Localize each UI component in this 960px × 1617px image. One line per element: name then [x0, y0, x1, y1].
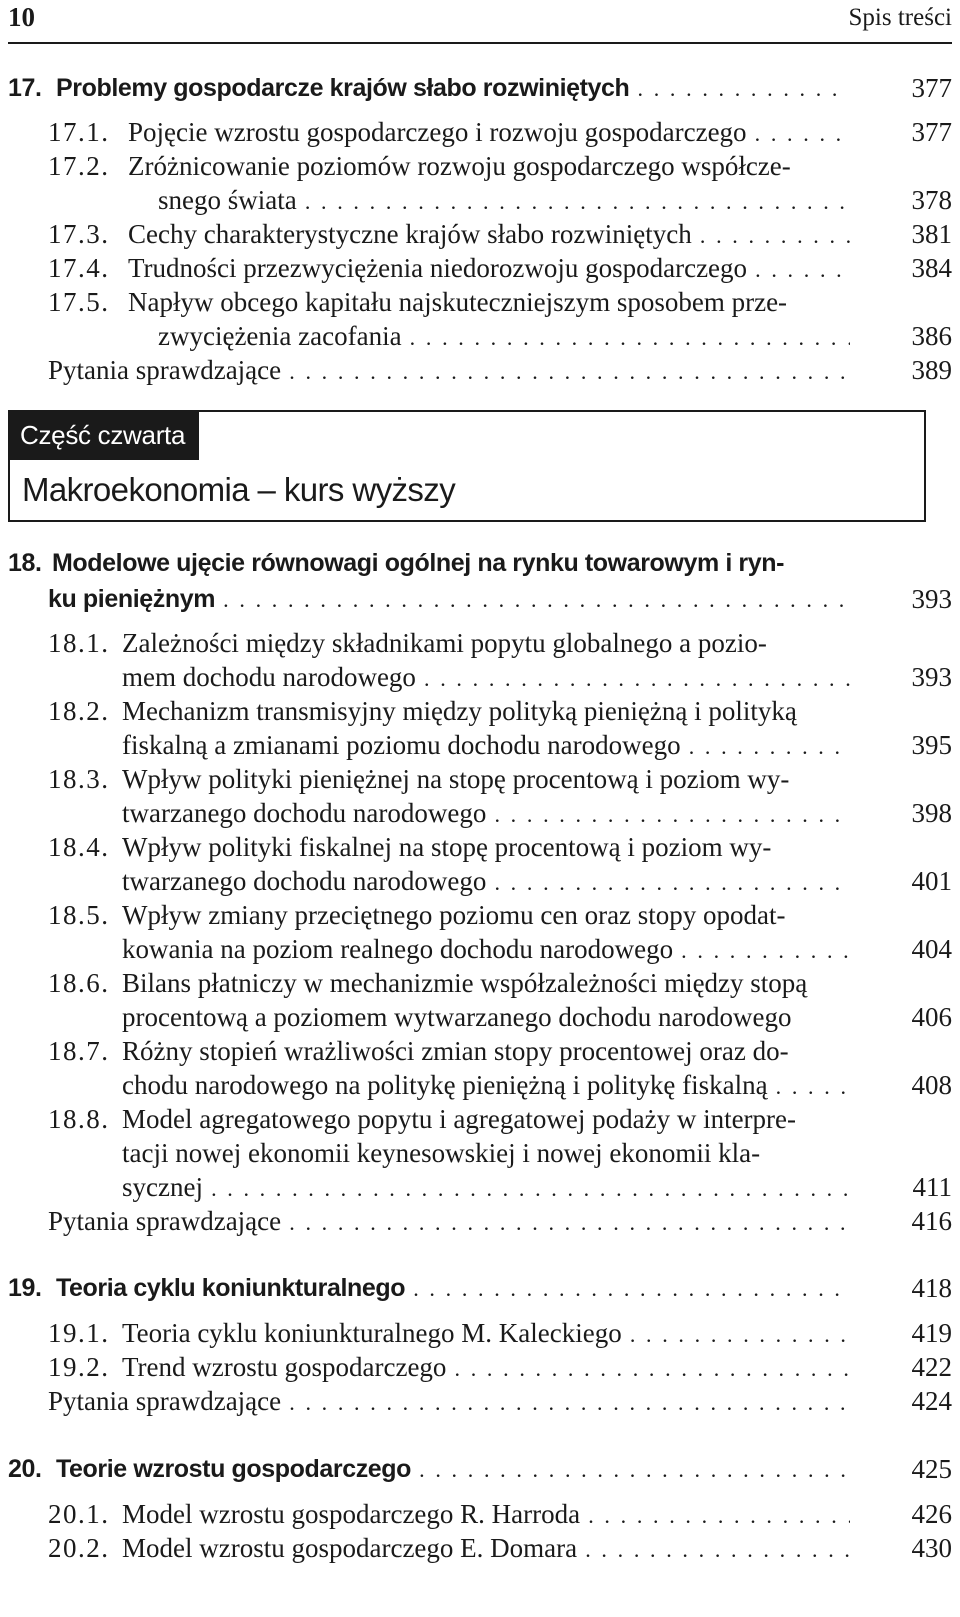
page-ref: 398 [911, 798, 952, 828]
chapter-title: Modelowe ujęcie równowagi ogólnej na rynku towarowym i ryn- [52, 549, 785, 577]
page-ref: 389 [911, 355, 952, 385]
toc-review-questions-19[interactable] [0, 1383, 960, 1419]
section-number: 18.4. [48, 832, 110, 862]
toc-chapter-20[interactable] [0, 1451, 960, 1487]
page-ref: 424 [911, 1386, 952, 1416]
section-title: Cechy charakterystyczne krajów słabo rozwiniętych . . . [128, 216, 850, 254]
toc-section-17-4[interactable] [0, 250, 960, 286]
toc-section-18-7-cont[interactable] [0, 1067, 960, 1103]
toc-section-19-1[interactable] [0, 1315, 960, 1351]
section-title: Napływ obcego kapitału najskuteczniejszym sposobem prze- [128, 287, 788, 317]
section-title: Zróżnicowanie poziomów rozwoju gospodarczego współcze- [128, 151, 791, 181]
section-number: 18.5. [48, 900, 110, 930]
section-title: Wpływ zmiany przeciętnego poziomu cen oraz stopy opodat- [122, 900, 786, 930]
toc-section-18-8[interactable] [0, 1101, 960, 1137]
section-number: 17.2. [48, 151, 110, 181]
section-title-continued: tacji nowej ekonomii keynesowskiej i nowej ekonomii kla- [122, 1138, 761, 1168]
toc-review-questions-17[interactable] [0, 352, 960, 388]
section-title: Teoria cyklu koniunkturalnego M. Kaleckiego . . . [122, 1315, 850, 1353]
section-number: 18.8. [48, 1104, 110, 1134]
toc-section-18-6-cont[interactable] [0, 999, 960, 1035]
section-title: Trudności przezwyciężenia niedorozwoju gospodarczego . . . [128, 250, 850, 288]
page-ref: 422 [911, 1352, 952, 1382]
section-title: Bilans płatniczy w mechanizmie współzależności między stopą [122, 968, 808, 998]
section-title-continued: sycznej . . . [122, 1169, 850, 1207]
page-number: 10 [8, 2, 35, 32]
section-number: 17.5. [48, 287, 110, 317]
toc-section-17-1[interactable] [0, 114, 960, 150]
section-number: 18.1. [48, 628, 110, 658]
toc-section-18-4-cont[interactable] [0, 863, 960, 899]
section-title-continued: mem dochodu narodowego . . . [122, 659, 850, 697]
chapter-number: 20. [8, 1455, 42, 1483]
section-number: 19.2. [48, 1352, 110, 1382]
page-ref: 406 [911, 1002, 952, 1032]
section-title-continued: procentową a poziomem wytwarzanego dochodu narodowego [122, 1002, 792, 1032]
page-ref: 408 [911, 1070, 952, 1100]
chapter-title: Teorie wzrostu gospodarczego . . . [56, 1451, 850, 1488]
page-ref: 386 [911, 321, 952, 351]
section-number: 18.3. [48, 764, 110, 794]
section-title: Mechanizm transmisyjny między polityką pieniężną i polityką [122, 696, 797, 726]
section-title: Model wzrostu gospodarczego E. Domara . . . [122, 1530, 850, 1568]
page-ref: 411 [912, 1172, 952, 1202]
review-questions-title: Pytania sprawdzające . . . [48, 1203, 850, 1241]
page-ref: 430 [911, 1533, 952, 1563]
toc-section-18-3-cont[interactable] [0, 795, 960, 831]
review-questions-title: Pytania sprawdzające . . . [48, 352, 850, 390]
chapter-title: Problemy gospodarcze krajów słabo rozwiniętych . . . [56, 70, 842, 107]
toc-section-18-1[interactable] [0, 625, 960, 661]
toc-review-questions-18[interactable] [0, 1203, 960, 1239]
page-ref: 377 [911, 73, 952, 103]
page-ref: 377 [911, 117, 952, 147]
section-title-continued: fiskalną a zmianami poziomu dochodu narodowego . . . [122, 727, 850, 765]
section-number: 17.4. [48, 253, 110, 283]
section-number: 20.1. [48, 1499, 110, 1529]
toc-section-18-5[interactable] [0, 897, 960, 933]
page-ref: 401 [911, 866, 952, 896]
section-title: Wpływ polityki fiskalnej na stopę procentową i poziom wy- [122, 832, 772, 862]
section-number: 20.2. [48, 1533, 110, 1563]
toc-chapter-19[interactable] [0, 1270, 960, 1306]
section-title: Różny stopień wrażliwości zmian stopy procentowej oraz do- [122, 1036, 789, 1066]
toc-section-17-2-cont[interactable] [0, 182, 960, 218]
toc-section-18-2[interactable] [0, 693, 960, 729]
page-ref: 393 [911, 584, 952, 614]
section-title-continued: twarzanego dochodu narodowego . . . [122, 795, 850, 833]
section-title: Model wzrostu gospodarczego R. Harroda . . . [122, 1496, 850, 1534]
section-title-continued: zwyciężenia zacofania . . . [158, 318, 850, 356]
toc-section-20-2[interactable] [0, 1530, 960, 1566]
section-number: 18.2. [48, 696, 110, 726]
section-title: Zależności między składnikami popytu globalnego a pozio- [122, 628, 767, 658]
chapter-number: 19. [8, 1274, 42, 1302]
section-title-continued: snego świata . . . [158, 182, 850, 220]
section-title: Trend wzrostu gospodarczego . . . [122, 1349, 850, 1387]
review-questions-title: Pytania sprawdzające . . . [48, 1383, 850, 1421]
page-ref: 381 [911, 219, 952, 249]
toc-section-20-1[interactable] [0, 1496, 960, 1532]
toc-section-18-6[interactable] [0, 965, 960, 1001]
toc-section-19-2[interactable] [0, 1349, 960, 1385]
page-ref: 425 [911, 1454, 952, 1484]
toc-section-18-8-cont[interactable] [0, 1135, 960, 1171]
toc-section-18-1-cont[interactable] [0, 659, 960, 695]
section-number: 19.1. [48, 1318, 110, 1348]
part-heading-box [8, 410, 926, 522]
page-header [8, 0, 952, 44]
toc-section-17-5[interactable] [0, 284, 960, 320]
section-title: Model agregatowego popytu i agregatowej podaży w interpre- [122, 1104, 797, 1134]
section-number: 17.3. [48, 219, 110, 249]
section-number: 18.6. [48, 968, 110, 998]
part-title: Makroekonomia – kurs wyższy [22, 471, 456, 508]
page-ref: 416 [911, 1206, 952, 1236]
page-ref: 378 [911, 185, 952, 215]
chapter-number: 17. [8, 74, 42, 102]
toc-section-18-3[interactable] [0, 761, 960, 797]
toc-chapter-17[interactable] [0, 70, 960, 106]
section-title: Pojęcie wzrostu gospodarczego i rozwoju gospodarczego . . . [128, 114, 850, 152]
section-title-continued: twarzanego dochodu narodowego . . . [122, 863, 850, 901]
page-ref: 395 [911, 730, 952, 760]
toc-section-18-5-cont[interactable] [0, 931, 960, 967]
page-ref: 393 [911, 662, 952, 692]
toc-section-18-2-cont[interactable] [0, 727, 960, 763]
toc-section-18-7[interactable] [0, 1033, 960, 1069]
toc-chapter-18[interactable] [0, 545, 960, 581]
chapter-title: Teoria cyklu koniunkturalnego . . . [56, 1270, 850, 1307]
toc-section-17-3[interactable] [0, 216, 960, 252]
section-title-continued: kowania na poziom realnego dochodu narodowego . . . [122, 931, 850, 969]
toc-section-17-5-cont[interactable] [0, 318, 960, 354]
section-title-continued: chodu narodowego na politykę pieniężną i politykę fiskalną . . . [122, 1067, 850, 1105]
page-ref: 384 [911, 253, 952, 283]
part-label: Część czwarta [8, 410, 199, 460]
section-number: 18.7. [48, 1036, 110, 1066]
chapter-title-continued: ku pieniężnym . . . [48, 581, 850, 618]
running-head: Spis treści [848, 4, 952, 31]
page-ref: 426 [911, 1499, 952, 1529]
page-ref: 404 [911, 934, 952, 964]
toc-chapter-18-cont[interactable] [0, 581, 960, 617]
page-ref: 418 [911, 1273, 952, 1303]
page-ref: 419 [911, 1318, 952, 1348]
toc-section-18-8-cont2[interactable] [0, 1169, 960, 1205]
section-title: Wpływ polityki pieniężnej na stopę procentową i poziom wy- [122, 764, 790, 794]
chapter-number: 18. [8, 549, 42, 577]
section-number: 17.1. [48, 117, 110, 147]
toc-section-17-2[interactable] [0, 148, 960, 184]
toc-section-18-4[interactable] [0, 829, 960, 865]
